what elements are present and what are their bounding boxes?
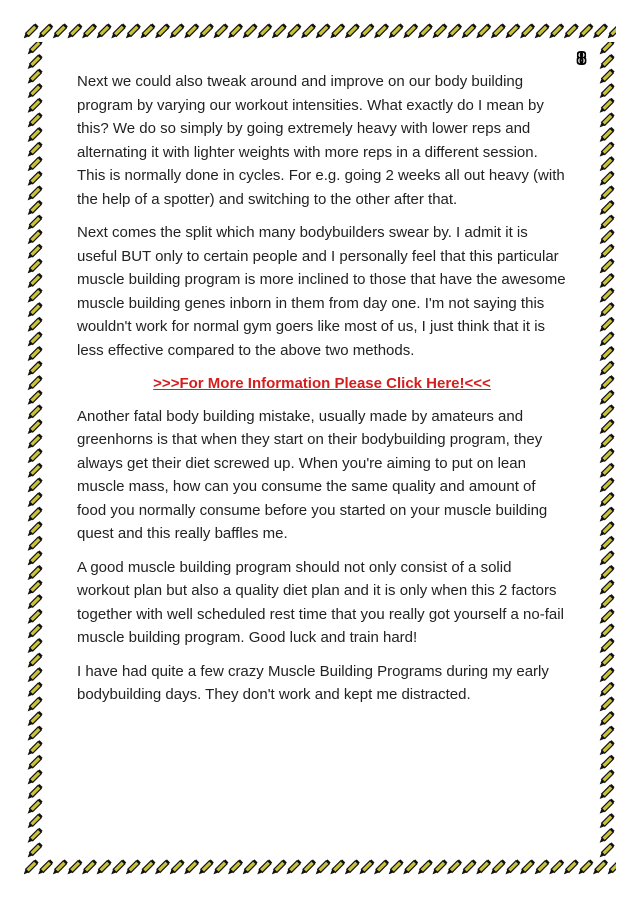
pencil-icon	[598, 507, 615, 524]
pencil-icon	[26, 799, 43, 816]
pencil-icon	[26, 813, 43, 830]
pencil-icon	[26, 244, 43, 261]
pencil-icon	[124, 859, 141, 876]
pencil-icon	[26, 215, 43, 232]
pencil-icon	[598, 609, 615, 626]
pencil-icon	[598, 536, 615, 553]
pencil-icon	[212, 23, 229, 40]
pencil-icon	[197, 859, 214, 876]
pencil-icon	[598, 142, 615, 159]
pencil-icon	[24, 23, 39, 40]
pencil-icon	[26, 83, 43, 100]
pencil-icon	[518, 859, 535, 876]
pencil-border-top	[24, 22, 616, 42]
pencil-icon	[26, 740, 43, 757]
paragraph: Another fatal body building mistake, usually made by amateurs and greenhorns is that when they start on their bodybuilding program, they always get their diet screwed up. When you're aiming to put on lean muscle mass, how can you consume the same quality and amount of food you normally consume before you started on your muscle building quest and this really baffles me.	[77, 407, 548, 542]
pencil-icon	[26, 54, 43, 71]
pencil-icon	[598, 711, 615, 728]
pencil-icon	[598, 769, 615, 786]
paragraph: I have had quite a few crazy Muscle Building Programs during my early bodybuilding days. They don't work and kept me distracted.	[77, 662, 549, 703]
pencil-icon	[598, 54, 615, 71]
pencil-icon	[26, 302, 43, 319]
pencil-icon	[153, 23, 170, 40]
pencil-icon	[598, 463, 615, 480]
pencil-icon	[329, 859, 346, 876]
pencil-icon	[26, 346, 43, 363]
paragraph: Next comes the split which many bodybuilders swear by. I admit it is useful BUT only to certain people and I personally feel that this particular muscle building program is more inclined to those that have the awesome muscle building genes inborn in them from day one. I'm not saying this wouldn't work for normal gym goers like most of us, I just think that it is less effective compared to the above two methods.	[77, 224, 566, 359]
pencil-icon	[598, 565, 615, 582]
pencil-icon	[26, 521, 43, 538]
pencil-icon	[124, 23, 141, 40]
pencil-icon	[598, 331, 615, 348]
more-info-link[interactable]: >>>For More Information Please Click Here!<<<	[153, 375, 491, 392]
pencil-icon	[153, 859, 170, 876]
pencil-icon	[598, 842, 615, 858]
pencil-icon	[139, 859, 156, 876]
pencil-icon	[26, 842, 43, 858]
pencil-icon	[598, 638, 615, 655]
pencil-icon	[270, 859, 287, 876]
pencil-icon	[241, 859, 258, 876]
pencil-icon	[26, 185, 43, 202]
pencil-icon	[26, 667, 43, 684]
pencil-icon	[598, 696, 615, 713]
pencil-border-bottom	[24, 858, 616, 878]
pencil-icon	[598, 244, 615, 261]
pencil-icon	[598, 156, 615, 173]
pencil-icon	[460, 23, 477, 40]
pencil-icon	[598, 229, 615, 246]
pencil-icon	[598, 580, 615, 597]
pencil-icon	[139, 23, 156, 40]
pencil-icon	[489, 23, 506, 40]
pencil-icon	[26, 112, 43, 129]
paragraph: Next we could also tweak around and improve on our body building program by varying our workout intensities. What exactly do I mean by this? We do so simply by going extremely heavy with lower reps and alternating it with lighter weights with more reps in a different session. This is normally done in cycles. For e.g. going 2 weeks all out heavy (with the help of a spotter) and switching to the other after that.	[77, 73, 565, 208]
pencil-icon	[598, 42, 615, 56]
pencil-icon	[416, 23, 433, 40]
pencil-icon	[26, 434, 43, 451]
pencil-icon	[598, 185, 615, 202]
border-top	[24, 22, 616, 42]
pencil-icon	[168, 859, 185, 876]
pencil-icon	[26, 69, 43, 86]
paragraph: A good muscle building program should not only consist of a solid workout plan but also a quality diet plan and it is only when this 2 factors together with well scheduled rest time that you really got yourself a no-fail muscle building program. Good luck and train hard!	[77, 558, 564, 646]
pencil-icon	[26, 755, 43, 772]
pencil-icon	[598, 375, 615, 392]
pencil-icon	[598, 200, 615, 217]
pencil-icon	[475, 859, 492, 876]
pencil-icon	[212, 859, 229, 876]
pencil-icon	[358, 859, 375, 876]
pencil-icon	[26, 609, 43, 626]
pencil-icon	[598, 550, 615, 567]
pencil-icon	[606, 859, 616, 876]
pencil-icon	[598, 492, 615, 509]
pencil-icon	[168, 23, 185, 40]
pencil-icon	[226, 859, 243, 876]
pencil-icon	[26, 711, 43, 728]
pencil-icon	[372, 23, 389, 40]
pencil-icon	[598, 273, 615, 290]
more-info-link-line	[77, 372, 567, 396]
pencil-icon	[598, 828, 615, 845]
pencil-icon	[26, 361, 43, 378]
pencil-icon	[26, 142, 43, 159]
pencil-icon	[598, 477, 615, 494]
pencil-icon	[183, 23, 200, 40]
pencil-icon	[26, 580, 43, 597]
pencil-icon	[504, 859, 521, 876]
pencil-icon	[577, 859, 594, 876]
pencil-icon	[445, 23, 462, 40]
pencil-icon	[598, 784, 615, 801]
pencil-icon	[548, 23, 565, 40]
pencil-icon	[598, 521, 615, 538]
pencil-icon	[598, 317, 615, 334]
pencil-icon	[26, 638, 43, 655]
pencil-icon	[110, 23, 127, 40]
pencil-icon	[314, 23, 331, 40]
pencil-icon	[26, 784, 43, 801]
pencil-icon	[504, 23, 521, 40]
pencil-icon	[577, 23, 594, 40]
pencil-icon	[226, 23, 243, 40]
pencil-icon	[26, 200, 43, 217]
pencil-icon	[26, 156, 43, 173]
pencil-icon	[343, 859, 360, 876]
pencil-icon	[26, 317, 43, 334]
pencil-icon	[475, 23, 492, 40]
pencil-icon	[26, 594, 43, 611]
pencil-icon	[329, 23, 346, 40]
pencil-icon	[26, 419, 43, 436]
pencil-icon	[598, 258, 615, 275]
body-text	[77, 70, 567, 717]
page-number: 8	[577, 48, 586, 68]
pencil-border-left	[24, 42, 44, 858]
pencil-icon	[598, 623, 615, 640]
pencil-icon	[445, 859, 462, 876]
pencil-icon	[95, 23, 112, 40]
pencil-icon	[26, 565, 43, 582]
pencil-icon	[598, 171, 615, 188]
pencil-icon	[598, 69, 615, 86]
pencil-icon	[80, 859, 97, 876]
pencil-icon	[598, 813, 615, 830]
pencil-icon	[285, 23, 302, 40]
pencil-icon	[26, 375, 43, 392]
pencil-icon	[598, 434, 615, 451]
pencil-icon	[598, 127, 615, 144]
pencil-icon	[598, 83, 615, 100]
pencil-icon	[598, 98, 615, 115]
pencil-icon	[299, 23, 316, 40]
pencil-icon	[598, 112, 615, 129]
pencil-icon	[26, 448, 43, 465]
pencil-icon	[562, 859, 579, 876]
pencil-icon	[598, 419, 615, 436]
pencil-icon	[26, 653, 43, 670]
pencil-icon	[24, 859, 39, 876]
pencil-icon	[197, 23, 214, 40]
pencil-icon	[402, 23, 419, 40]
pencil-icon	[26, 127, 43, 144]
pencil-icon	[598, 667, 615, 684]
pencil-icon	[26, 769, 43, 786]
pencil-icon	[51, 23, 68, 40]
pencil-icon	[270, 23, 287, 40]
pencil-icon	[26, 623, 43, 640]
pencil-icon	[606, 23, 616, 40]
pencil-icon	[598, 726, 615, 743]
pencil-icon	[37, 859, 54, 876]
pencil-border-right	[596, 42, 616, 858]
pencil-icon	[598, 288, 615, 305]
pencil-icon	[26, 98, 43, 115]
pencil-icon	[598, 302, 615, 319]
pencil-icon	[518, 23, 535, 40]
pencil-icon	[26, 682, 43, 699]
pencil-icon	[598, 799, 615, 816]
pencil-icon	[26, 550, 43, 567]
pencil-icon	[402, 859, 419, 876]
pencil-icon	[591, 23, 608, 40]
pencil-icon	[26, 258, 43, 275]
pencil-icon	[314, 859, 331, 876]
border-right	[596, 42, 616, 858]
pencil-icon	[598, 404, 615, 421]
pencil-icon	[598, 215, 615, 232]
pencil-icon	[460, 859, 477, 876]
pencil-icon	[358, 23, 375, 40]
pencil-icon	[387, 23, 404, 40]
pencil-icon	[26, 331, 43, 348]
pencil-icon	[110, 859, 127, 876]
pencil-icon	[26, 696, 43, 713]
pencil-icon	[95, 859, 112, 876]
pencil-icon	[26, 171, 43, 188]
pencil-icon	[548, 859, 565, 876]
pencil-icon	[26, 477, 43, 494]
pencil-icon	[489, 859, 506, 876]
pencil-icon	[26, 404, 43, 421]
border-left	[24, 42, 44, 858]
pencil-icon	[26, 463, 43, 480]
pencil-icon	[66, 859, 83, 876]
pencil-icon	[183, 859, 200, 876]
pencil-icon	[26, 492, 43, 509]
pencil-icon	[533, 23, 550, 40]
pencil-icon	[598, 653, 615, 670]
pencil-icon	[299, 859, 316, 876]
pencil-icon	[256, 23, 273, 40]
pencil-icon	[533, 859, 550, 876]
pencil-icon	[598, 755, 615, 772]
pencil-icon	[598, 448, 615, 465]
pencil-icon	[598, 346, 615, 363]
pencil-icon	[285, 859, 302, 876]
pencil-icon	[241, 23, 258, 40]
pencil-icon	[256, 859, 273, 876]
border-bottom	[24, 858, 616, 878]
pencil-icon	[26, 828, 43, 845]
pencil-icon	[51, 859, 68, 876]
pencil-icon	[26, 288, 43, 305]
pencil-icon	[26, 507, 43, 524]
pencil-icon	[562, 23, 579, 40]
pencil-icon	[66, 23, 83, 40]
pencil-icon	[80, 23, 97, 40]
pencil-icon	[37, 23, 54, 40]
pencil-icon	[416, 859, 433, 876]
pencil-icon	[598, 594, 615, 611]
pencil-icon	[26, 726, 43, 743]
pencil-icon	[598, 361, 615, 378]
pencil-icon	[26, 390, 43, 407]
pencil-icon	[26, 229, 43, 246]
pencil-icon	[387, 859, 404, 876]
pencil-icon	[343, 23, 360, 40]
pencil-icon	[598, 740, 615, 757]
pencil-icon	[26, 273, 43, 290]
pencil-icon	[26, 536, 43, 553]
pencil-icon	[26, 42, 43, 56]
pencil-icon	[591, 859, 608, 876]
pencil-icon	[598, 390, 615, 407]
pencil-icon	[598, 682, 615, 699]
pencil-icon	[372, 859, 389, 876]
pencil-icon	[431, 23, 448, 40]
pencil-icon	[431, 859, 448, 876]
